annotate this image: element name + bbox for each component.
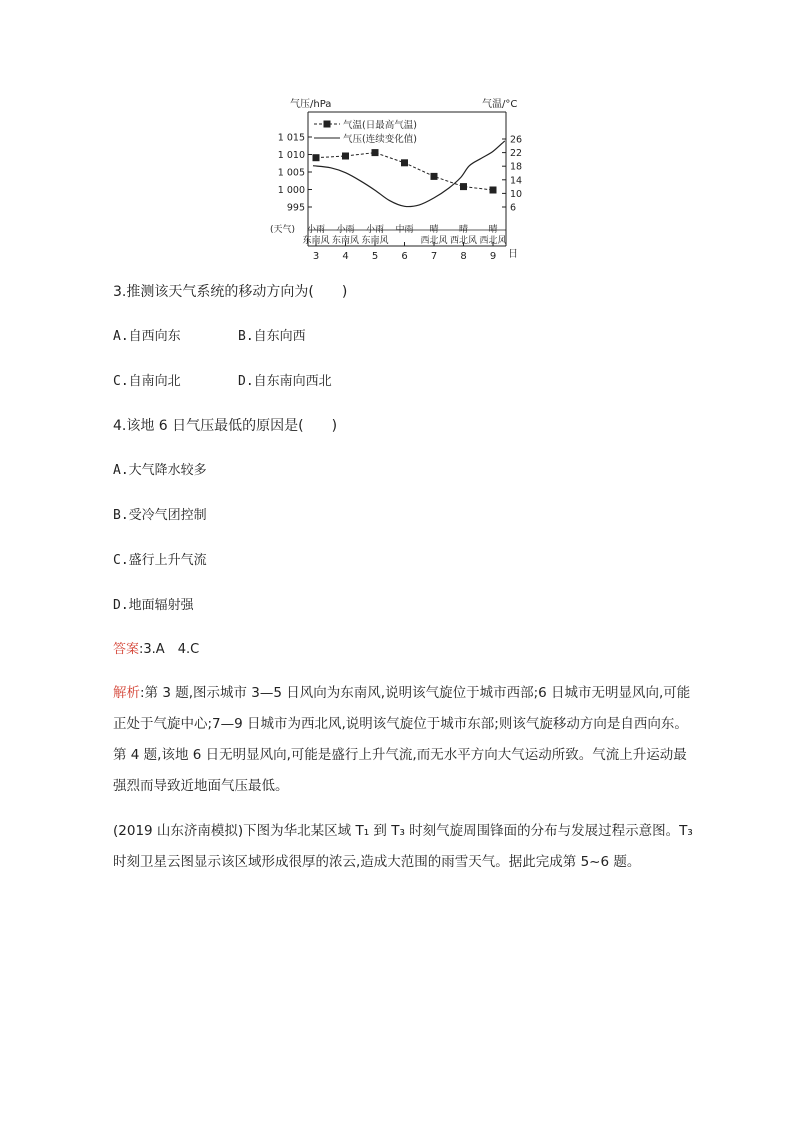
temperature-point bbox=[372, 149, 379, 156]
legend bbox=[314, 119, 417, 145]
q4-option-d: D.地面辐射强 bbox=[113, 598, 194, 613]
weather-axis-label: (天气) bbox=[270, 225, 296, 235]
x-tick-label: 7 bbox=[430, 251, 438, 262]
temperature-point bbox=[313, 154, 320, 161]
q4-option-b: B.受冷气团控制 bbox=[113, 508, 207, 523]
right-tick-label: 22 bbox=[510, 148, 523, 160]
q4-option-c: C.盛行上升气流 bbox=[113, 553, 207, 568]
wind-label: 西北风 bbox=[449, 236, 478, 246]
wind-label: 东南风 bbox=[331, 236, 360, 246]
left-tick-label: 1 005 bbox=[277, 167, 305, 179]
intro-paragraph: (2019 山东济南模拟)下图为华北某区域 T₁ 到 T₃ 时刻气旋周围锋面的分布与发展过程示意图。T₃ 时刻卫星云图显示该区域形成很厚的浓云,造成大范围的雨雪天气。据此完成第 5~6 题。 bbox=[113, 823, 693, 870]
wind-label: 西北风 bbox=[479, 236, 507, 246]
wind-label: 西北风 bbox=[420, 236, 448, 246]
temperature-point bbox=[431, 173, 438, 180]
right-tick-label: 18 bbox=[510, 161, 523, 173]
left-axis-ticks bbox=[278, 133, 312, 214]
x-tick-label: 9 bbox=[489, 251, 497, 262]
left-tick-label: 1 000 bbox=[277, 185, 305, 196]
legend-pressure-label: 气压(连续变化值) bbox=[343, 134, 417, 145]
left-tick-label: 1 010 bbox=[277, 150, 305, 161]
question-4-stem: 4.该地 6 日气压最低的原因是( ) bbox=[113, 418, 338, 434]
wind-label: 东南风 bbox=[361, 236, 389, 246]
answer-line bbox=[113, 640, 199, 660]
legend-temp-label: 气温(日最高气温) bbox=[343, 120, 417, 131]
weather-label: 小雨 bbox=[306, 225, 326, 235]
q3-option-d: D.自东南向西北 bbox=[238, 374, 332, 389]
x-tick-label: 4 bbox=[342, 251, 349, 262]
weather-label: 晴 bbox=[458, 225, 469, 235]
weather-label: 小雨 bbox=[365, 225, 385, 235]
temperature-point bbox=[490, 187, 497, 194]
pressure-curve bbox=[313, 141, 505, 207]
q3-option-a: A.自西向东 bbox=[113, 329, 181, 344]
x-unit-label: 日 bbox=[508, 249, 518, 260]
question-3-stem: 3.推测该天气系统的移动方向为( ) bbox=[113, 284, 348, 300]
series-layer bbox=[313, 141, 505, 207]
q3-option-b: B.自东向西 bbox=[238, 329, 306, 344]
x-tick-label: 3 bbox=[312, 251, 320, 262]
right-axis-title: 气温/°C bbox=[482, 99, 518, 110]
analysis-text: :第 3 题,图示城市 3—5 日风向为东南风,说明该气旋位于城市西部;6 日城市无明显风向,可能正处于气旋中心;7—9 日城市为西北风,说明该气旋位于城市东部;则该气旋移动方向是自西向东。第 4 题,该地 6 日无明显风向,可能是盛行上升气流,而无水平方向大气运动所致。气流上升运动最强烈而导致近地面气压最低。 bbox=[113, 685, 691, 794]
answer-label: 答案 bbox=[113, 642, 140, 657]
left-axis-title: 气压/hPa bbox=[290, 99, 332, 110]
right-tick-label: 26 bbox=[510, 134, 523, 146]
right-axis-ticks bbox=[502, 135, 522, 214]
right-tick-label: 10 bbox=[510, 188, 523, 200]
temperature-point bbox=[342, 153, 349, 160]
pressure-temperature-chart bbox=[268, 92, 528, 267]
x-tick-label: 8 bbox=[460, 251, 467, 262]
left-tick-label: 995 bbox=[286, 202, 305, 214]
q4-option-a: A.大气降水较多 bbox=[113, 463, 207, 478]
temperature-point bbox=[401, 159, 408, 166]
analysis-label: 解析 bbox=[113, 685, 140, 701]
wind-label: 东南风 bbox=[302, 236, 330, 246]
weather-label: 晴 bbox=[429, 225, 439, 235]
legend-temp-marker bbox=[324, 121, 331, 128]
analysis-paragraph bbox=[113, 678, 693, 802]
temperature-point bbox=[460, 183, 467, 190]
left-tick-label: 1 015 bbox=[277, 132, 305, 144]
right-tick-label: 6 bbox=[510, 202, 517, 214]
answer-text: :3.A 4.C bbox=[139, 642, 200, 657]
right-tick-label: 14 bbox=[510, 175, 523, 187]
q3-option-c: C.自南向北 bbox=[113, 374, 181, 389]
weather-label: 晴 bbox=[488, 225, 498, 235]
x-tick-label: 6 bbox=[401, 251, 408, 262]
weather-row bbox=[270, 223, 507, 246]
weather-label: 小雨 bbox=[336, 225, 355, 235]
weather-label: 中雨 bbox=[395, 225, 414, 235]
x-tick-label: 5 bbox=[371, 251, 379, 262]
